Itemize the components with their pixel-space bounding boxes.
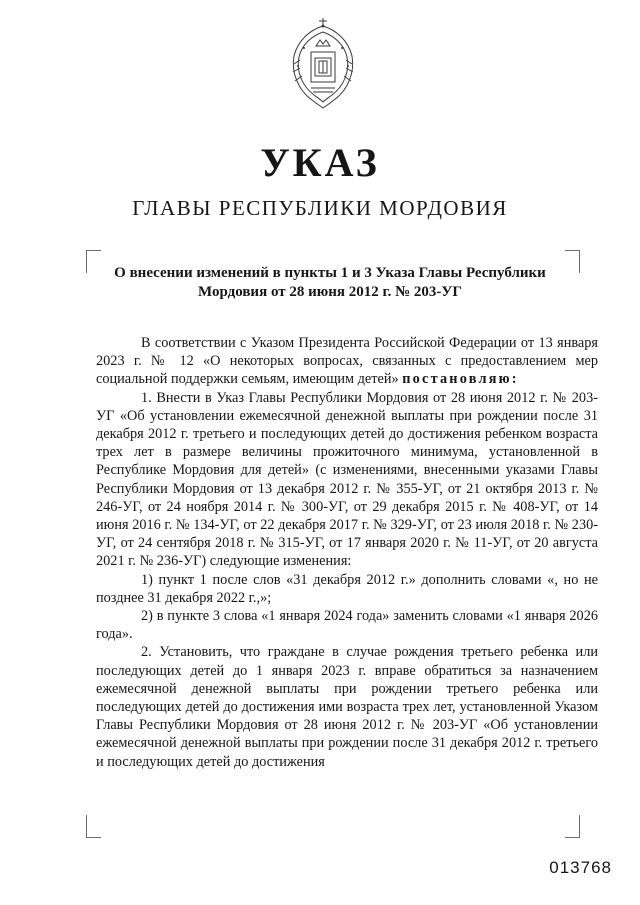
item-1-2-paragraph: 2) в пункте 3 слова «1 января 2024 года» заменить словами «1 января 2026 года». [96,608,598,643]
coat-of-arms-icon [282,16,364,112]
preamble-paragraph [96,334,598,389]
item-2-paragraph: 2. Установить, что граждане в случае рождения третьего ребенка или последующих детей до 1 января 2023 г. вправе обратиться за назначением ежемесячной денежной выплаты при рождении третьего ребенка или последующих детей до достижения ими возраста трех лет, установленной Указом Главы Республики Мордовия от 28 июня 2012 г. № 203-УГ «Об установлении ежемесячной денежной выплаты при рождении после 31 декабря 2012 г. третьего и последующих детей до достижения [96,644,598,770]
page-title: УКАЗ [260,140,380,185]
preamble-text: В соответствии с Указом Президента Российской Федерации от 13 января 2023 г. № 12 «О некоторых вопросах, связанных с предоставлением мер социальной поддержки семьям, имеющим детей» [96,335,598,388]
corner-mark-bottom-right [565,815,580,838]
corner-mark-top-right [565,250,580,273]
decree-body [96,334,598,771]
decree-word: постановляю: [402,371,519,388]
page-subtitle: ГЛАВЫ РЕСПУБЛИКИ МОРДОВИЯ [132,196,508,220]
decree-heading-line1: О внесении изменений в пункты 1 и 3 Указа Главы Республики [114,265,546,281]
item-1-paragraph: 1. Внести в Указ Главы Республики Мордовия от 28 июня 2012 г. № 203-УГ «Об установлении ежемесячной денежной выплаты при рождении после 31 декабря 2012 г. третьего и последующих детей до достижения ребенком возраста трех лет в размере величины прожиточного минимума, установленной в Республике Мордовия для детей» (с изменениями, внесенными указами Главы Республики Мордовия от 13 декабря 2012 г. № 355-УГ, от 21 октября 2013 г. № 246-УГ, от 24 ноября 2014 г. № 300-УГ, от 29 декабря 2015 г. № 408-УГ, от 14 июня 2016 г. № 134-УГ, от 22 декабря 2017 г. № 329-УГ, от 23 июля 2018 г. № 230-УГ, от 24 сентября 2018 г. № 315-УГ, от 17 января 2020 г. № 11-УГ, от 20 августа 2021 г. № 236-УГ) следующие изменения: [96,389,598,570]
corner-mark-top-left [86,250,101,273]
decree-heading [110,264,550,302]
corner-mark-bottom-left [86,815,101,838]
item-1-1-paragraph: 1) пункт 1 после слов «31 декабря 2012 г.» дополнить словами «, но не позднее 31 декабря 2022 г.,»; [96,571,598,606]
decree-heading-line2: Мордовия от 28 июня 2012 г. № 203-УГ [198,284,462,300]
document-number: 013768 [549,858,612,877]
